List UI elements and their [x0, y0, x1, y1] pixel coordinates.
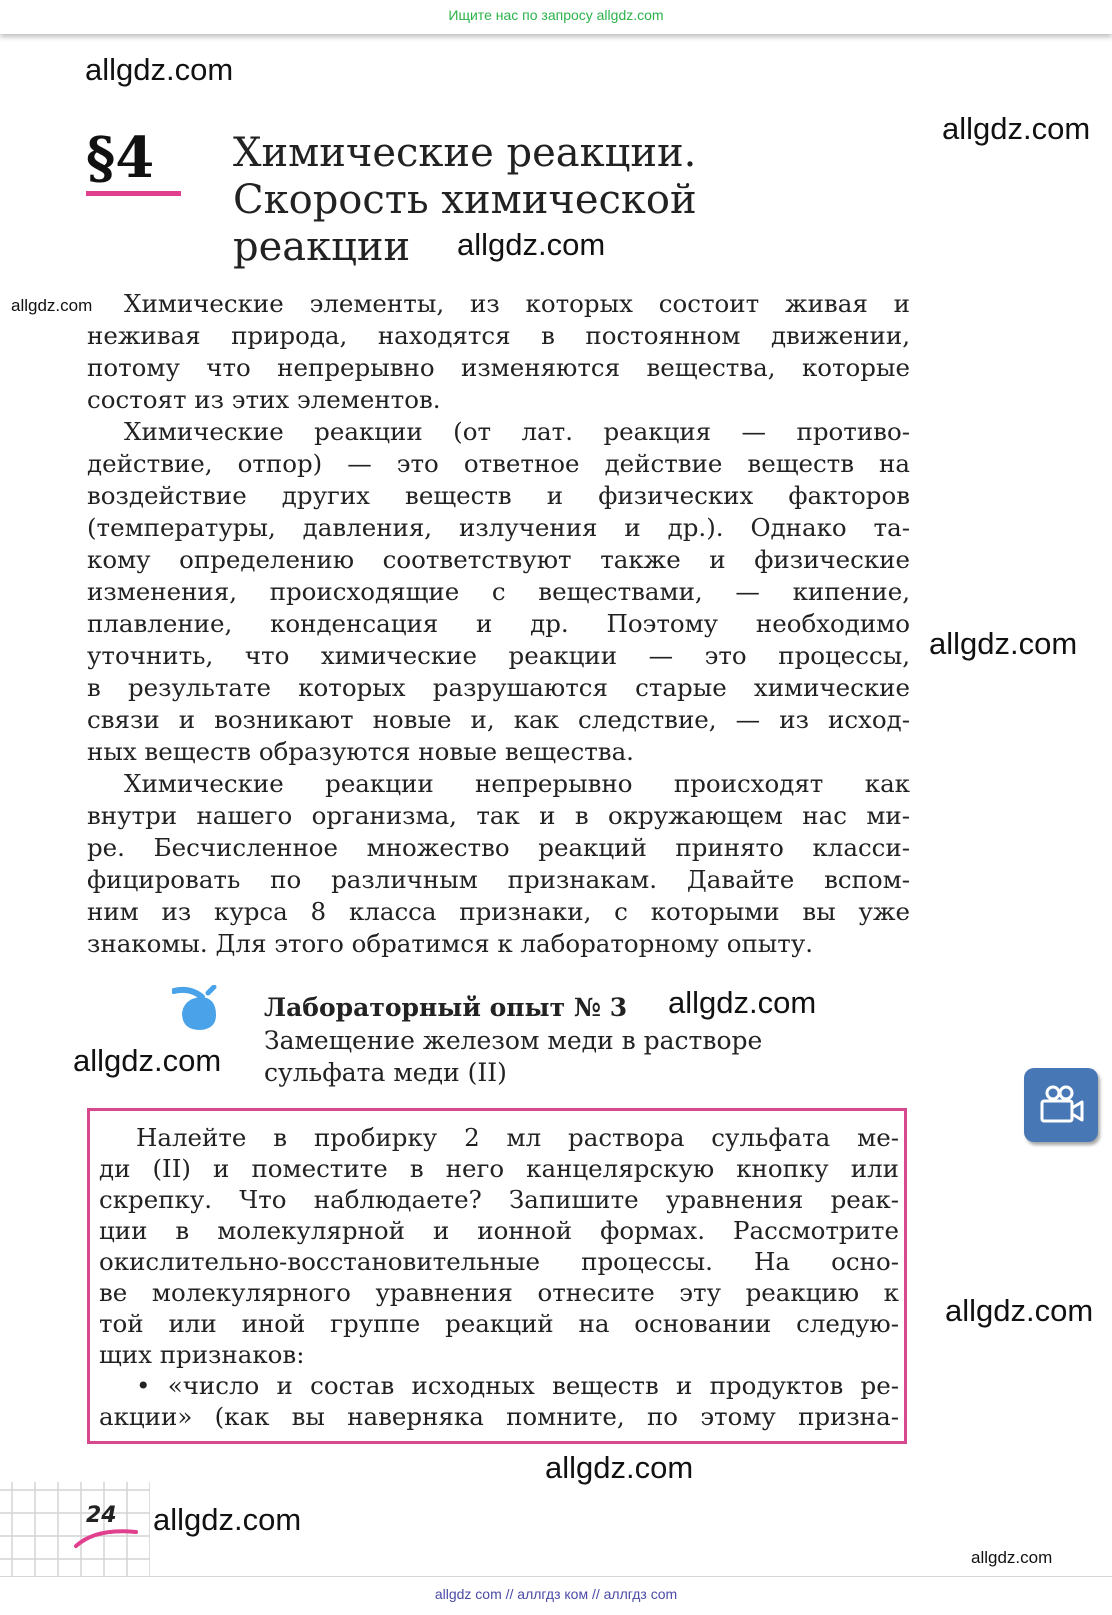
text-line: потому что непрерывно изменяются вещества, которые [87, 353, 910, 382]
watermark: allgdz.com [545, 1450, 694, 1485]
text-line: знакомы. Для этого обратимся к лабораторному опыту. [87, 929, 814, 958]
watermark: allgdz.com [11, 296, 93, 315]
text-line: внутри нашего организма, так и в окружающем нас ми- [87, 801, 910, 830]
text-line: Химические элементы, из которых состоит живая и [124, 289, 910, 318]
box-line: щих признаков: [99, 1340, 305, 1369]
site-banner-text: Ищите нас по запросу allgdz.com [448, 7, 664, 23]
text-line: Химические реакции (от лат. реакция — противо- [124, 417, 910, 446]
box-line: ции в молекулярной и ионной формах. Рассмотрите [99, 1216, 899, 1245]
section-title [233, 130, 697, 271]
box-line: скрепку. Что наблюдаете? Запишите уравнения реак- [99, 1185, 899, 1214]
text-line: в результате которых разрушаются старые химические [87, 673, 910, 702]
text-line: уточнить, что химические реакции — это процессы, [87, 641, 910, 670]
text-line: связи и возникают новые и, как следствие, — из исход- [87, 705, 910, 734]
section-number: §4 [86, 125, 155, 191]
page-corner-grid [0, 1482, 150, 1578]
box-line: той или иной группе реакций на основании следую- [99, 1309, 899, 1338]
watermark: allgdz.com [945, 1293, 1094, 1328]
text-line: неживая природа, находятся в постоянном движении, [87, 321, 910, 350]
text-line: состоят из этих элементов. [87, 385, 441, 414]
footer-links: allgdz com // аллгдз ком // аллгдз com [434, 1586, 678, 1602]
site-banner [0, 0, 1112, 34]
text-line: изменения, происходящие с веществами, — кипение, [87, 577, 910, 606]
text-line: ре. Бесчисленное множество реакций принято класси- [87, 833, 910, 862]
box-line: ве молекулярного уравнения отнесите эту реакцию к [99, 1278, 899, 1307]
text-line: ним из курса 8 класса признаки, с которыми вы уже [87, 897, 910, 926]
watermark: allgdz.com [942, 111, 1091, 146]
text-line: воздействие других веществ и физических факторов [87, 481, 910, 510]
lab-title: Лабораторный опыт № 3 [264, 993, 628, 1022]
box-line: окислительно-восстановительные процессы. На осно- [99, 1247, 899, 1276]
watermark: allgdz.com [73, 1043, 222, 1078]
video-camera-icon [1024, 1068, 1098, 1142]
text-line: ных веществ образуются новые вещества. [87, 737, 634, 766]
watermark: allgdz.com [457, 227, 606, 262]
lab-subtitle: сульфата меди (II) [264, 1058, 507, 1087]
lab-subtitle: Замещение железом меди в растворе [264, 1026, 763, 1055]
watermark: allgdz.com [153, 1502, 302, 1537]
text-line: фицировать по различным признакам. Давайте вспом- [87, 865, 910, 894]
flask-drop-icon [172, 985, 222, 1035]
text-line: Химические реакции непрерывно происходят как [124, 769, 910, 798]
title-line: реакции [233, 224, 411, 270]
section-underline [86, 191, 181, 196]
watermark: allgdz.com [85, 52, 234, 87]
box-line: акции» (как вы наверняка помните, по этому призна- [99, 1402, 899, 1431]
title-line: Химические реакции. [233, 130, 697, 176]
footer-bar [0, 1576, 1112, 1615]
text-line: плавление, конденсация и др. Поэтому необходимо [87, 609, 910, 638]
text-line: действие, отпор) — это ответное действие веществ на [87, 449, 910, 478]
box-line: • «число и состав исходных веществ и продуктов ре- [136, 1371, 899, 1400]
box-line: ди (II) и поместите в него канцелярскую кнопку или [99, 1154, 899, 1183]
watermark: allgdz.com [929, 626, 1078, 661]
text-line: (температуры, давления, излучения и др.). Однако та- [87, 513, 910, 542]
text-line: кому определению соответствуют также и физические [87, 545, 910, 574]
watermark: allgdz.com [668, 985, 817, 1020]
title-line: Скорость химической [233, 177, 697, 223]
watermark: allgdz.com [971, 1548, 1053, 1567]
page-number: 24 [86, 1503, 117, 1528]
box-line: Налейте в пробирку 2 мл раствора сульфата ме- [136, 1123, 899, 1152]
video-button[interactable] [1024, 1068, 1098, 1142]
